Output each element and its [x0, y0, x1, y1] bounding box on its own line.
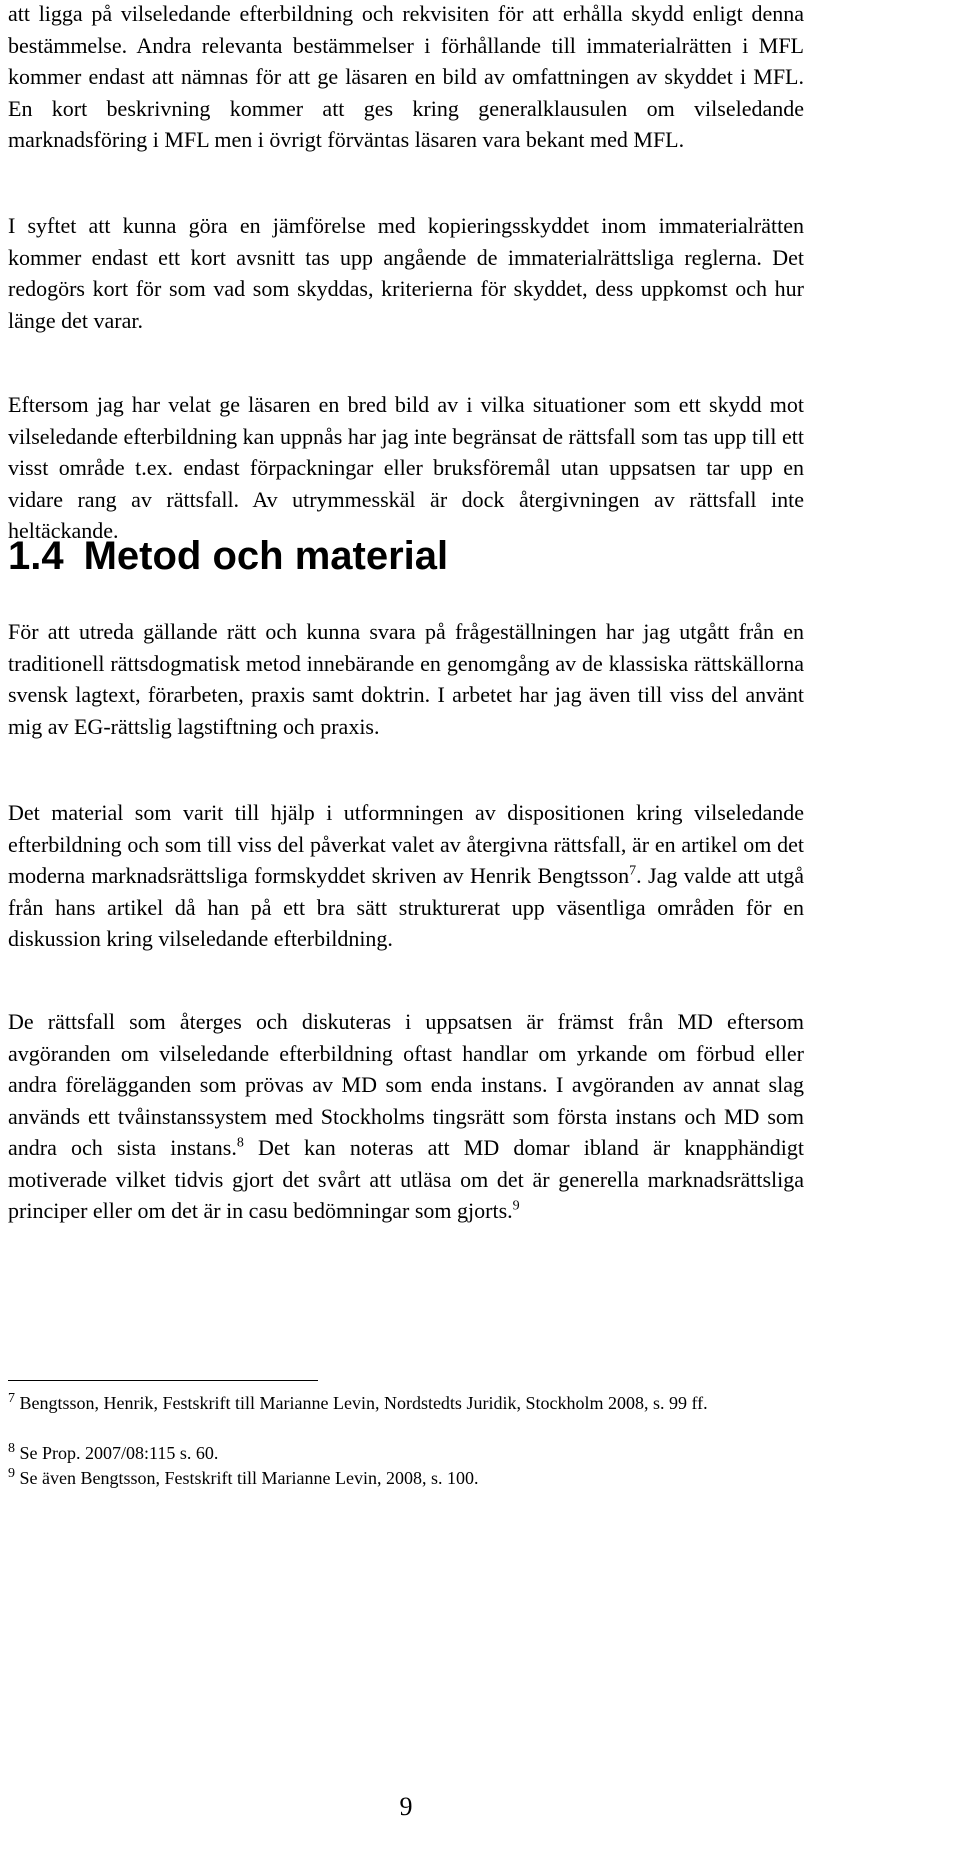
footnote-9 [8, 1468, 804, 1489]
footnote-text: Bengtsson, Henrik, Festskrift till Marianne Levin, Nordstedts Juridik, Stockholm 2008, s. 99 ff. [19, 1393, 708, 1413]
paragraph-scope-cases: Eftersom jag har velat ge läsaren en bred bild av i vilka situationer som ett skydd mot vilseledande efterbildning kan uppnås har jag inte begränsat de rättsfall som tas upp till ett visst område t.ex. endast förpackningar eller bruksföremål utan uppsatsen tar upp en vidare rang av rättsfall. Av utrymmesskäl är dock återgivningen av rättsfall inte heltäckande. [8, 392, 804, 543]
document-page [8, 0, 804, 1860]
section-heading [8, 532, 448, 580]
section-number: 1.4 [8, 534, 64, 578]
paragraph-case-law-text-1: De rättsfall som återges och diskuteras i uppsatsen är främst från MD eftersom avgöranden om vilseledande efterbildning oftast handlar om yrkande om förbud eller andra förelägganden som prövas av MD som enda instans. I avgöranden av annat slag används ett tvåinstanssystem med Stockholms tingsrätt som första instans och MD som andra och sista instans. [8, 1009, 804, 1160]
footnote-7 [8, 1393, 804, 1414]
paragraph-method: För att utreda gällande rätt och kunna svara på frågeställningen har jag utgått från en traditionell rättsdogmatisk metod innebärande en genomgång av de klassiska rättskällorna svensk lagtext, förarbeten, praxis samt doktrin. I arbetet har jag även till viss del använt mig av EG-rättslig lagstiftning och praxis. [8, 619, 804, 739]
footnote-ref-9: 9 [512, 1198, 520, 1214]
footnote-text: Se Prop. 2007/08:115 s. 60. [19, 1443, 219, 1463]
section-title: Metod och material [83, 534, 449, 578]
paragraph-material-text-1: Det material som varit till hjälp i utformningen av dispositionen kring vilseledande efterbildning och som till viss del påverkat valet av återgivna rättsfall, är en artikel om det moderna marknadsrättsliga formskyddet skriven av Henrik Bengtsson [8, 800, 804, 888]
paragraph-scope-mfl: att ligga på vilseledande efterbildning och rekvisiten för att erhålla skydd enligt denna bestämmelse. Andra relevanta bestämmelser i förhållande till immaterialrätten i MFL kommer endast att nämnas för att ge läsaren en bild av omfattningen av skyddet i MFL. En kort beskrivning kommer att ges kring generalklausulen om vilseledande marknadsföring i MFL men i övrigt förväntas läsaren vara bekant med MFL. [8, 1, 804, 152]
footnote-ref-7: 7 [629, 863, 637, 879]
paragraph-scope-ip: I syftet att kunna göra en jämförelse med kopieringsskyddet inom immaterialrätten kommer endast ett kort avsnitt tas upp angående de immaterialrättsliga reglerna. Det redogörs kort för som vad som skyddas, kriterierna för skyddet, dess uppkomst och hur länge det varar. [8, 213, 804, 333]
footnote-number: 8 [8, 1441, 15, 1456]
footnote-number: 7 [8, 1391, 15, 1406]
footnote-8 [8, 1443, 804, 1464]
paragraph-material-text-2: . Jag valde att utgå från hans artikel då han på ett bra sätt strukturerat upp väsentliga områden för en diskussion kring vilseledande efterbildning. [8, 863, 804, 951]
paragraph-material [8, 797, 804, 955]
paragraph-case-law-text-2: Det kan noteras att MD domar ibland är knapphändigt motiverade vilket tidvis gjort det svårt att utläsa om det är generella marknadsrättsliga principer eller om det är in casu bedömningar som gjorts. [8, 1135, 804, 1223]
footnote-divider [8, 1380, 318, 1381]
footnote-ref-8: 8 [236, 1135, 244, 1151]
footnote-text: Se även Bengtsson, Festskrift till Marianne Levin, 2008, s. 100. [19, 1468, 479, 1488]
footnote-number: 9 [8, 1466, 15, 1481]
paragraph-case-law [8, 1006, 804, 1227]
page-number: 9 [399, 1792, 413, 1821]
